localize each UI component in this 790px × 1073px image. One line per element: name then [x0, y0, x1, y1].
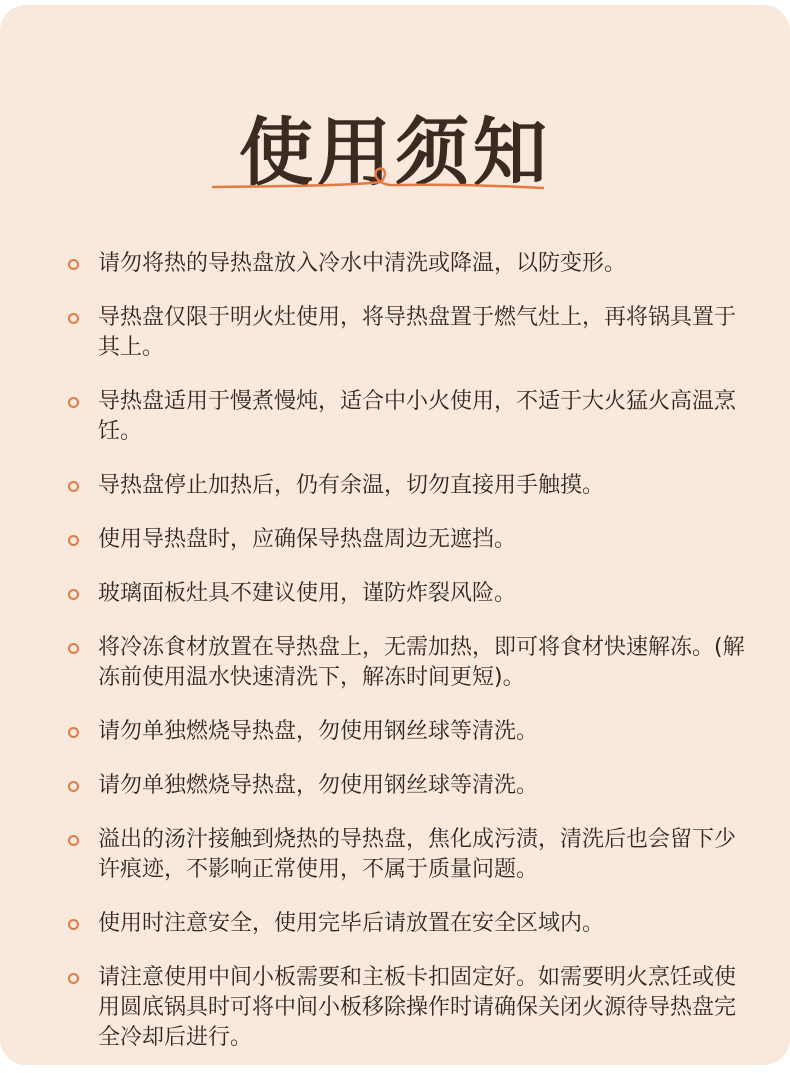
notice-text: 请勿单独燃烧导热盘，勿使用钢丝球等清洗。: [98, 773, 539, 798]
circle-bullet-icon: [68, 589, 79, 600]
notice-text: 导热盘停止加热后，仍有余温，切勿直接用手触摸。: [98, 473, 605, 498]
notice-item: [68, 963, 748, 1053]
circle-bullet-icon: [68, 973, 79, 984]
title-underline-decoration: [205, 155, 550, 200]
circle-bullet-icon: [68, 535, 79, 546]
notice-text: 使用导热盘时，应确保导热盘周边无遮挡。: [98, 527, 517, 552]
notice-item: [68, 387, 748, 447]
circle-bullet-icon: [68, 259, 79, 270]
circle-bullet-icon: [68, 781, 79, 792]
notice-card: [0, 5, 790, 1065]
circle-bullet-icon: [68, 727, 79, 738]
circle-bullet-icon: [68, 835, 79, 846]
notice-text: 请勿单独燃烧导热盘，勿使用钢丝球等清洗。: [98, 719, 539, 744]
notice-list: [68, 249, 748, 1065]
notice-text: 溢出的汤汁接触到烧热的导热盘，焦化成污渍，清洗后也会留下少许痕迹，不影响正常使用，不属于质量问题。: [98, 827, 737, 882]
notice-item: [68, 633, 748, 693]
notice-item: [68, 909, 748, 939]
circle-bullet-icon: [68, 919, 79, 930]
notice-item: [68, 303, 748, 363]
notice-text: 玻璃面板灶具不建议使用，谨防炸裂风险。: [98, 581, 517, 606]
notice-item: [68, 471, 748, 501]
notice-text: 请勿将热的导热盘放入冷水中清洗或降温，以防变形。: [98, 251, 627, 276]
notice-item: [68, 771, 748, 801]
notice-text: 将冷冻食材放置在导热盘上，无需加热，即可将食材快速解冻。(解冻前使用温水快速清洗下，解冻时间更短)。: [98, 635, 745, 690]
notice-text: 导热盘适用于慢煮慢炖，适合中小火使用，不适于大火猛火高温烹饪。: [98, 389, 737, 444]
circle-bullet-icon: [68, 643, 79, 654]
notice-text: 使用时注意安全，使用完毕后请放置在安全区域内。: [98, 911, 605, 936]
circle-bullet-icon: [68, 397, 79, 408]
notice-text: 导热盘仅限于明火灶使用，将导热盘置于燃气灶上，再将锅具置于其上。: [98, 305, 737, 360]
page-title: 使用须知: [239, 110, 551, 196]
notice-item: [68, 525, 748, 555]
notice-item: [68, 579, 748, 609]
circle-bullet-icon: [68, 481, 79, 492]
notice-text: 请注意使用中间小板需要和主板卡扣固定好。如需要明火烹饪或使用圆底锅具时可将中间小板移除操作时请确保关闭火源待导热盘完全冷却后进行。: [98, 965, 737, 1050]
notice-item: [68, 825, 748, 885]
circle-bullet-icon: [68, 313, 79, 324]
notice-item: [68, 717, 748, 747]
notice-item: [68, 249, 748, 279]
